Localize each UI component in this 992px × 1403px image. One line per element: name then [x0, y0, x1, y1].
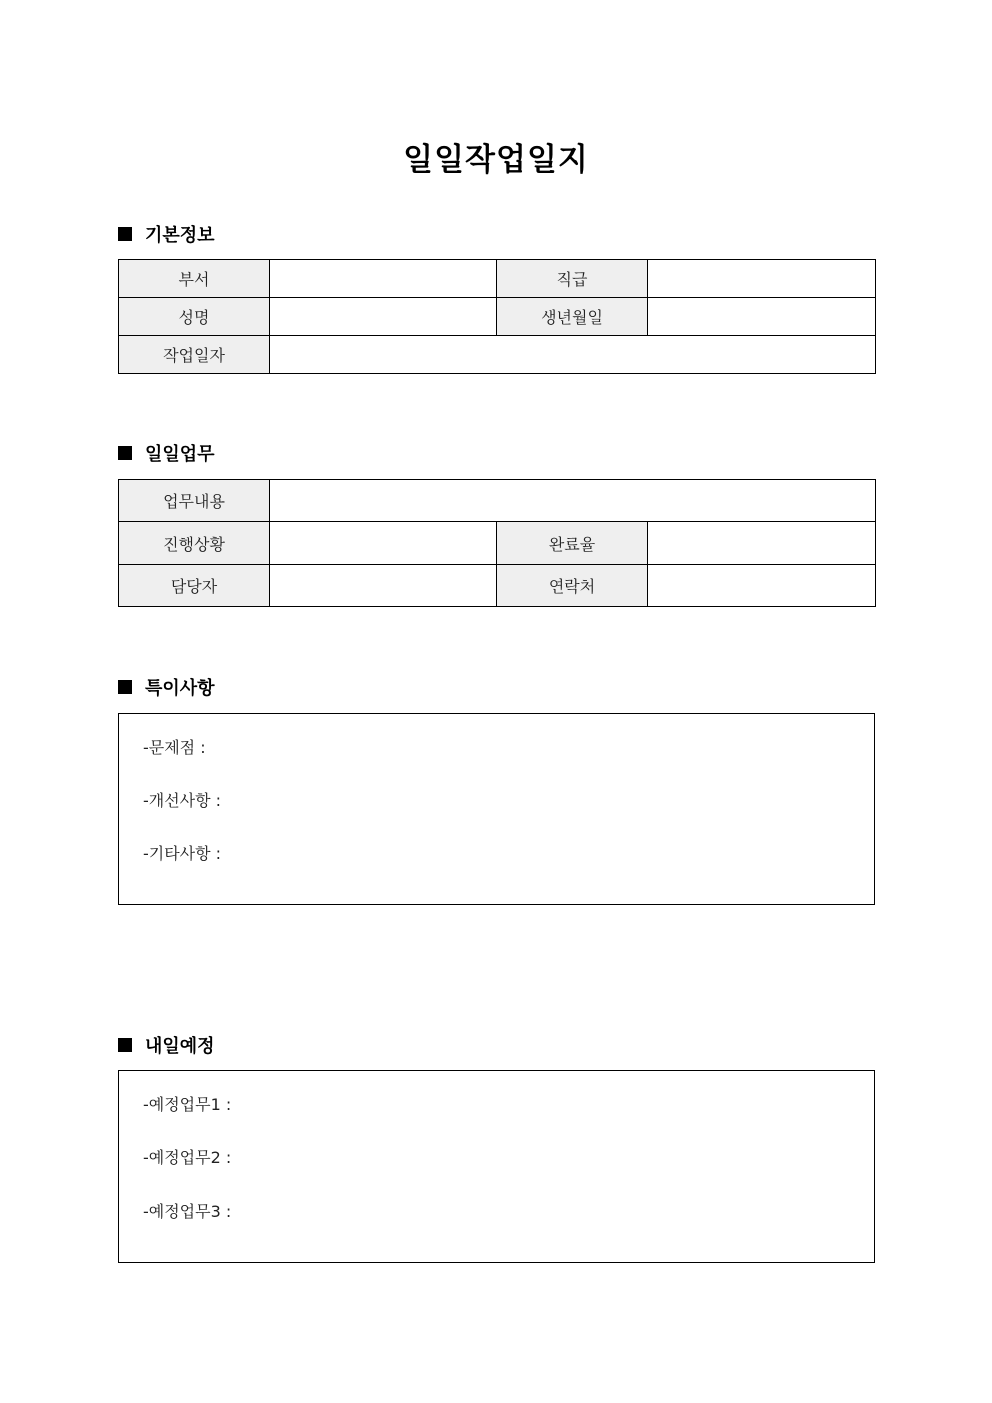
basic-info-table: [118, 259, 876, 374]
position-label: 직급: [497, 260, 648, 298]
work-content-label: 업무내용: [119, 480, 270, 522]
department-field[interactable]: [270, 260, 497, 298]
section-heading-daily: [118, 440, 215, 466]
work-content-field[interactable]: [270, 480, 876, 522]
workdate-label: 작업일자: [119, 336, 270, 374]
section-heading-basic: [118, 221, 215, 247]
progress-label: 진행상황: [119, 522, 270, 565]
tomorrow-box[interactable]: [118, 1070, 875, 1263]
progress-field[interactable]: [270, 522, 497, 565]
planned-task-1-line: -예정업무1 :: [143, 1095, 232, 1114]
contact-field[interactable]: [648, 565, 876, 607]
name-field[interactable]: [270, 298, 497, 336]
square-bullet-icon: [118, 680, 132, 694]
name-label: 성명: [119, 298, 270, 336]
manager-label: 담당자: [119, 565, 270, 607]
completion-rate-label: 완료율: [497, 522, 648, 565]
improvement-line: -개선사항 :: [143, 791, 222, 810]
contact-label: 연락처: [497, 565, 648, 607]
issue-line: -문제점 :: [143, 738, 206, 757]
manager-field[interactable]: [270, 565, 497, 607]
section-heading-tomorrow: [118, 1032, 215, 1058]
section-title: 기본정보: [145, 225, 215, 246]
page-title: 일일작업일지: [403, 142, 589, 178]
daily-work-table: [118, 479, 876, 607]
section-title: 특이사항: [145, 678, 215, 699]
notes-box[interactable]: [118, 713, 875, 905]
other-line: -기타사항 :: [143, 844, 222, 863]
section-title: 내일예정: [145, 1036, 215, 1057]
square-bullet-icon: [118, 1038, 132, 1052]
workdate-field[interactable]: [270, 336, 876, 374]
square-bullet-icon: [118, 227, 132, 241]
position-field[interactable]: [648, 260, 876, 298]
birthdate-field[interactable]: [648, 298, 876, 336]
department-label: 부서: [119, 260, 270, 298]
planned-task-3-line: -예정업무3 :: [143, 1202, 232, 1221]
birthdate-label: 생년월일: [497, 298, 648, 336]
section-heading-notes: [118, 674, 215, 700]
completion-rate-field[interactable]: [648, 522, 876, 565]
planned-task-2-line: -예정업무2 :: [143, 1148, 232, 1167]
section-title: 일일업무: [145, 444, 215, 465]
square-bullet-icon: [118, 446, 132, 460]
